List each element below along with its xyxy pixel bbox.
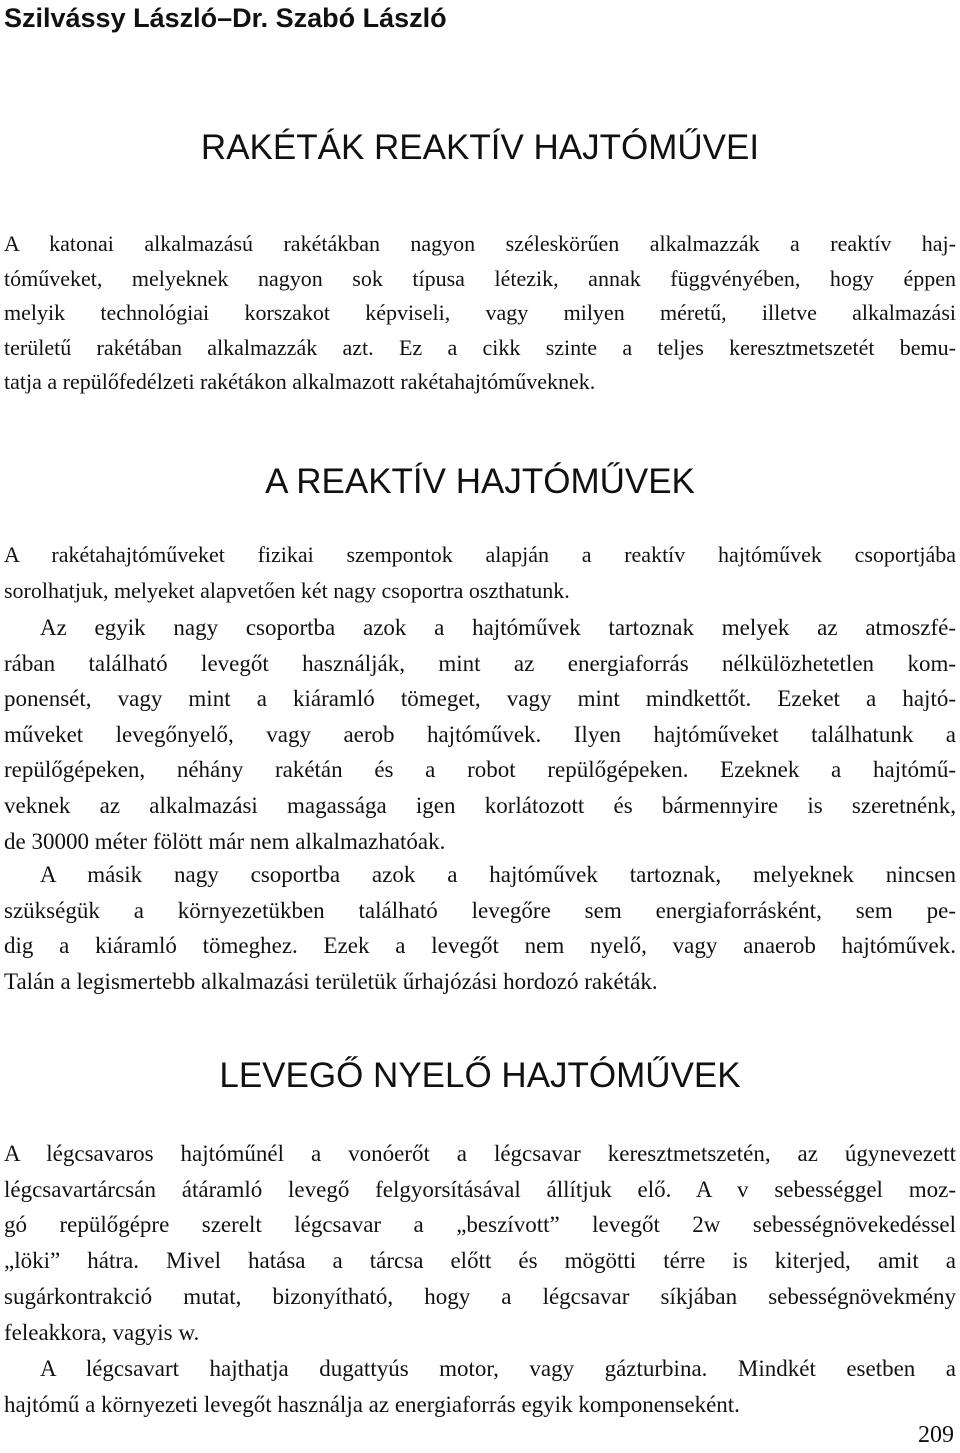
text-line: sugárkontrakció mutat, bizonyítható, hogy a légcsavar síkjában sebességnövekmény <box>4 1283 956 1309</box>
text-line: de 30000 méter fölött már nem alkalmazhatóak. <box>4 828 446 854</box>
text-line: szükségük a környezetükben található levegőre sem energiaforrásként, sem pe- <box>4 897 956 923</box>
section2-paragraph-2 <box>4 1351 956 1422</box>
page-number: 209 <box>918 1422 954 1448</box>
text-line: Talán a legismertebb alkalmazási területük űrhajózási hordozó rakéták. <box>4 968 658 994</box>
text-line: műveket levegőnyelő, vagy aerob hajtóművek. Ilyen hajtóműveket találhatunk a <box>4 721 956 747</box>
text-line: A légcsavart hajthatja dugattyús motor, vagy gázturbina. Mindkét esetben a <box>40 1356 956 1381</box>
text-line: „löki” hátra. Mivel hatása a tárcsa előtt és mögötti térre is kiterjed, amit a <box>4 1248 956 1274</box>
text-line: rában található levegőt használják, mint az energiaforrás nélkülözhetetlen kom- <box>4 650 956 676</box>
text-line: ponensét, vagy mint a kiáramló tömeget, vagy mint mindkettőt. Ezeket a hajtó- <box>4 686 956 712</box>
section1-paragraph-3 <box>4 857 956 999</box>
text-line: területű rakétában alkalmazzák azt. Ez a cikk szinte a teljes keresztmetszetét bemu- <box>4 334 956 360</box>
text-line: Az egyik nagy csoportba azok a hajtóművek tartoznak melyek az atmoszfé- <box>40 615 956 640</box>
text-line: veknek az alkalmazási magassága igen korlátozott és bármennyire is szeretnénk, <box>4 792 956 818</box>
text-line: gó repülőgépre szerelt légcsavar a „beszívott” levegőt 2w sebességnövekedéssel <box>4 1212 956 1238</box>
section-heading-reaktiv: A REAKTÍV HAJTÓMŰVEK <box>265 462 695 501</box>
text-line: melyik technológiai korszakot képviseli, vagy milyen méretű, illetve alkalmazási <box>4 300 956 325</box>
text-line: A másik nagy csoportba azok a hajtóművek tartoznak, melyeknek nincsen <box>40 862 956 887</box>
intro-paragraph <box>4 227 956 400</box>
text-line: tatja a repülőfedélzeti rakétákon alkalmazott rakétahajtóműveknek. <box>4 369 596 394</box>
section1-paragraph-1 <box>4 537 956 609</box>
text-line: tóműveket, melyeknek nagyon sok típusa létezik, annak függvényében, hogy éppen <box>4 265 956 291</box>
article-title: RAKÉTÁK REAKTÍV HAJTÓMŰVEI <box>200 128 760 167</box>
author-header: Szilvássy László–Dr. Szabó László <box>4 3 447 33</box>
text-line: repülőgépeken, néhány rakétán és a robot repülőgépeken. Ezeknek a hajtómű- <box>4 757 956 783</box>
text-line: A rakétahajtóműveket fizikai szempontok alapján a reaktív hajtóművek csoportjába <box>4 542 956 567</box>
text-line: A katonai alkalmazású rakétákban nagyon széleskörűen alkalmazzák a reaktív haj- <box>4 231 956 256</box>
section1-paragraph-2 <box>4 610 956 859</box>
section2-paragraph-1 <box>4 1136 956 1350</box>
text-line: A légcsavaros hajtóműnél a vonóerőt a légcsavar keresztmetszetén, az úgynevezett <box>4 1141 956 1166</box>
text-line: hajtómű a környezeti levegőt használja az energiaforrás egyik komponenseként. <box>4 1391 740 1417</box>
text-line: légcsavartárcsán átáramló levegő felgyorsításával állítjuk elő. A v sebességgel moz- <box>4 1176 956 1202</box>
section-heading-levego: LEVEGŐ NYELŐ HAJTÓMŰVEK <box>219 1056 741 1095</box>
text-line: dig a kiáramló tömeghez. Ezek a levegőt nem nyelő, vagy anaerob hajtóművek. <box>4 933 956 958</box>
text-line: sorolhatjuk, melyeket alapvetően két nagy csoportra oszthatunk. <box>4 578 570 603</box>
text-line: feleakkora, vagyis w. <box>4 1319 200 1345</box>
